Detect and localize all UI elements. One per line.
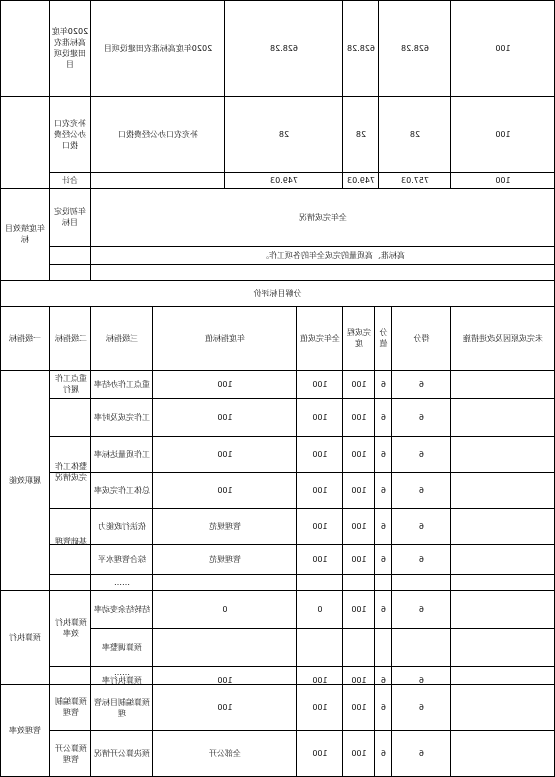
row-8-rate: 100 xyxy=(351,605,367,614)
subgroup-key-work: 重点工作履行 xyxy=(55,374,87,394)
row-3-actual: 100 xyxy=(312,450,328,459)
fund-score-1: 100 xyxy=(495,43,511,53)
header-weight: 分值 xyxy=(379,328,388,348)
group-budget: 预算执行 xyxy=(9,632,41,642)
row-2-name: 工作完成及时率 xyxy=(94,413,150,422)
row-13-target: 全部公开 xyxy=(209,749,241,758)
row-6-name: 综合管理水平 xyxy=(98,555,146,564)
row-5-actual: 100 xyxy=(312,522,328,531)
row-9-target xyxy=(155,630,295,665)
fund-name-1: 2020年度高标准农田建设项目 xyxy=(103,43,213,53)
row-6-score: 6 xyxy=(418,555,425,564)
sum-total: 749.03 xyxy=(270,175,298,185)
initial-goal-label: 年初设定目标 xyxy=(54,207,86,227)
row-3-score: 6 xyxy=(418,450,425,459)
group-performance: 履职效能 xyxy=(9,475,41,485)
header-reason: 未完成原因及改进措施 xyxy=(463,333,543,343)
row-12-weight: 6 xyxy=(380,703,387,712)
header-level1: 一级指标 xyxy=(9,333,41,343)
subgroup-overall: 整体工作完成情况 xyxy=(55,462,87,482)
row-9-name: 预算调整率 xyxy=(102,643,142,652)
row-5-name: 依法行政能力 xyxy=(98,522,146,531)
row-7-name: …… xyxy=(114,578,130,587)
fund-item-2: 补充农口办公经费拨口 xyxy=(54,118,86,150)
completion-label: 全年完成情况 xyxy=(299,212,347,222)
row-10-name: …… xyxy=(114,668,130,676)
row-6-weight: 6 xyxy=(380,555,387,564)
fund-c2-1: 628.28 xyxy=(401,43,429,53)
row-11-weight: 6 xyxy=(380,676,387,684)
row-5-target: 管理规范 xyxy=(209,522,241,531)
fund-c1-1: 628.28 xyxy=(347,43,375,53)
row-1-actual: 100 xyxy=(312,380,328,389)
header-level2: 二级指标 xyxy=(55,333,87,343)
row-11-score: 6 xyxy=(418,676,425,684)
row-3-weight: 6 xyxy=(380,450,387,459)
row-12-rate: 100 xyxy=(351,703,367,712)
fund-item-1: 2020年度高标准农田建设项目 xyxy=(51,27,89,69)
row-4-rate: 100 xyxy=(351,486,367,495)
row-8-name: 结转结余变动率 xyxy=(94,605,150,614)
row-9-score xyxy=(394,630,449,665)
fund-total-1: 628.28 xyxy=(270,43,298,53)
fund-score-2: 100 xyxy=(495,129,511,139)
row-8-actual: 0 xyxy=(317,605,323,614)
row-11-actual: 100 xyxy=(312,676,328,684)
row-5-weight: 6 xyxy=(380,522,387,531)
row-11-name: 预算执行率 xyxy=(102,676,142,684)
row-2-actual: 100 xyxy=(312,413,328,422)
row-12-score: 6 xyxy=(418,703,425,712)
goal-description: 高标准、高质量的完成全年的各项工作。 xyxy=(261,250,405,260)
row-3-target: 100 xyxy=(217,450,233,459)
row-4-name: 总体工作完成率 xyxy=(94,486,150,495)
row-8-score: 6 xyxy=(418,605,425,614)
row-1-target: 100 xyxy=(217,380,233,389)
row-2-rate: 100 xyxy=(351,413,367,422)
row-2-weight: 6 xyxy=(380,413,387,422)
row-10-rate xyxy=(345,668,373,676)
row-11-target: 100 xyxy=(217,676,233,684)
row-12-target: 100 xyxy=(217,703,233,712)
fund-c2-2: 28 xyxy=(409,129,421,139)
row-9-weight xyxy=(377,630,390,665)
evaluation-title: 分解目标评价 xyxy=(253,289,302,298)
sum-label: 合计 xyxy=(62,175,78,185)
row-11-rate: 100 xyxy=(351,676,367,684)
subgroup-budget-efficiency: 预算执行效率 xyxy=(55,618,87,638)
row-1-weight: 6 xyxy=(380,380,387,389)
header-actual: 全年完成值 xyxy=(300,333,340,343)
row-6-actual: 100 xyxy=(312,555,328,564)
header-rate: 完成程度 xyxy=(347,328,371,348)
sum-c2: 757.03 xyxy=(401,175,429,185)
row-7-weight xyxy=(377,576,390,589)
sum-c1: 749.03 xyxy=(347,175,375,185)
fund-name-2: 补充农口办公经费拨口 xyxy=(118,129,198,139)
group-management: 管理效率 xyxy=(9,726,41,735)
sum-score: 100 xyxy=(495,175,511,185)
row-7-actual xyxy=(299,576,341,589)
row-9-actual xyxy=(299,630,341,665)
row-10-target xyxy=(155,668,295,676)
row-5-rate: 100 xyxy=(351,522,367,531)
row-12-name: 预算编制目标管理 xyxy=(94,697,150,718)
row-4-target: 100 xyxy=(217,486,233,495)
row-9-rate xyxy=(345,630,373,665)
row-1-name: 重点工作办结率 xyxy=(94,380,150,389)
row-2-target: 100 xyxy=(217,413,233,422)
row-13-name: 预决算公开情况 xyxy=(94,749,150,758)
row-8-weight: 6 xyxy=(380,605,387,614)
row-12-actual: 100 xyxy=(312,703,328,712)
row-1-rate: 100 xyxy=(351,380,367,389)
subgroup-basic-management: 基础管理 xyxy=(55,536,87,546)
row-3-name: 工作质量达标率 xyxy=(94,450,150,459)
row-13-weight: 6 xyxy=(380,749,387,758)
row-10-actual xyxy=(299,668,341,676)
subgroup-budget-disclosure: 预算公开管理 xyxy=(55,743,87,764)
row-6-target: 管理规范 xyxy=(209,555,241,564)
row-4-score: 6 xyxy=(418,486,425,495)
row-13-actual: 100 xyxy=(312,749,328,758)
row-4-weight: 6 xyxy=(380,486,387,495)
row-4-actual: 100 xyxy=(312,486,328,495)
row-6-rate: 100 xyxy=(351,555,367,564)
row-7-target xyxy=(155,576,295,589)
row-5-score: 6 xyxy=(418,522,425,531)
row-7-score xyxy=(394,576,449,589)
header-score: 得分 xyxy=(413,333,430,343)
subgroup-budget-planning: 预算编制管理 xyxy=(55,697,87,717)
row-10-score xyxy=(394,668,449,676)
row-13-score: 6 xyxy=(418,749,425,758)
fund-c1-2: 28 xyxy=(355,129,367,139)
row-10-weight xyxy=(377,668,390,676)
row-2-score: 6 xyxy=(418,413,425,422)
row-7-rate xyxy=(345,576,373,589)
fund-total-2: 28 xyxy=(278,129,290,139)
row-3-rate: 100 xyxy=(351,450,367,459)
row-1-score: 6 xyxy=(418,380,425,389)
annual-goal-label: 年度绩效目标 xyxy=(5,224,45,244)
row-13-rate: 100 xyxy=(351,749,367,758)
header-target: 年度指标值 xyxy=(205,333,245,343)
header-level3: 三级指标 xyxy=(106,333,138,343)
row-8-target: 0 xyxy=(222,605,228,614)
